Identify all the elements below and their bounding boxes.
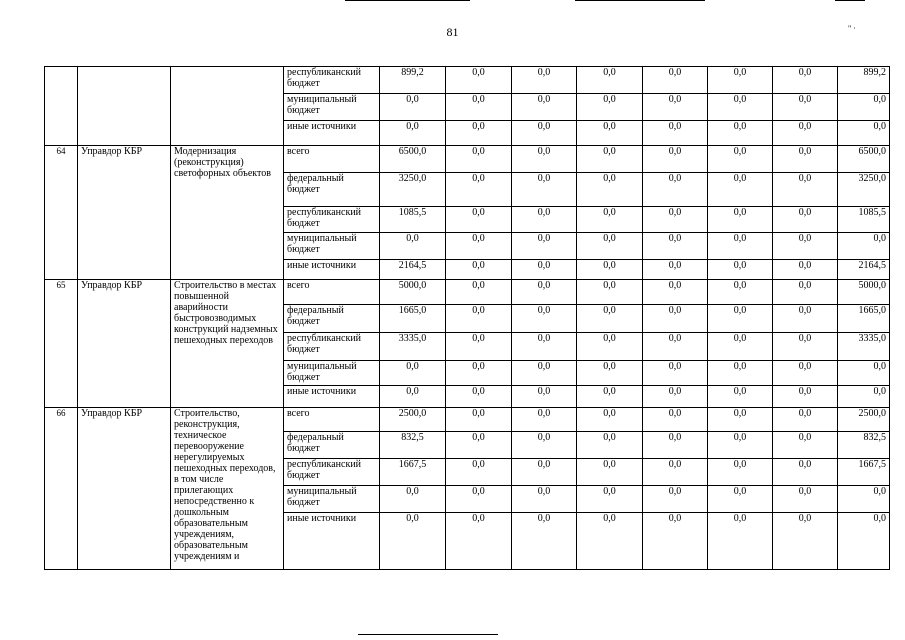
amount-cell: 0,0	[708, 486, 773, 513]
amount-cell: 0,0	[446, 513, 512, 570]
scan-top-rule-left	[345, 0, 470, 1]
total-cell: 832,5	[838, 432, 890, 459]
amount-cell: 0,0	[446, 94, 512, 121]
amount-cell: 0,0	[708, 260, 773, 280]
amount-cell: 1665,0	[380, 305, 446, 333]
amount-cell: 2500,0	[380, 408, 446, 432]
amount-cell: 0,0	[577, 408, 643, 432]
funding-source-cell: республиканский бюджет	[284, 67, 380, 94]
amount-cell: 0,0	[446, 121, 512, 146]
funding-source-cell: муниципальный бюджет	[284, 233, 380, 260]
amount-cell: 0,0	[512, 408, 577, 432]
table-row	[45, 280, 890, 305]
scan-top-rule-right	[575, 0, 705, 1]
funding-source-cell: всего	[284, 280, 380, 305]
amount-cell: 0,0	[577, 459, 643, 486]
amount-cell: 0,0	[708, 233, 773, 260]
amount-cell: 0,0	[446, 459, 512, 486]
amount-cell: 0,0	[773, 386, 838, 408]
corner-mark: " ·	[848, 24, 856, 33]
amount-cell: 0,0	[512, 305, 577, 333]
amount-cell: 2164,5	[380, 260, 446, 280]
amount-cell: 0,0	[708, 361, 773, 386]
amount-cell: 0,0	[708, 305, 773, 333]
amount-cell: 0,0	[773, 513, 838, 570]
amount-cell: 0,0	[512, 207, 577, 233]
amount-cell: 0,0	[708, 121, 773, 146]
amount-cell: 0,0	[643, 513, 708, 570]
total-cell: 2500,0	[838, 408, 890, 432]
total-cell: 0,0	[838, 94, 890, 121]
amount-cell: 0,0	[643, 121, 708, 146]
amount-cell: 0,0	[512, 173, 577, 207]
row-number-cell	[45, 67, 78, 146]
amount-cell: 0,0	[577, 333, 643, 361]
amount-cell: 0,0	[577, 207, 643, 233]
amount-cell: 0,0	[577, 386, 643, 408]
amount-cell: 0,0	[577, 305, 643, 333]
amount-cell: 0,0	[773, 121, 838, 146]
amount-cell: 0,0	[577, 361, 643, 386]
total-cell: 0,0	[838, 233, 890, 260]
amount-cell: 0,0	[512, 280, 577, 305]
budget-table-body	[45, 67, 890, 570]
amount-cell: 0,0	[512, 146, 577, 173]
amount-cell: 0,0	[773, 432, 838, 459]
scan-top-rule-corner	[835, 0, 865, 1]
total-cell: 1665,0	[838, 305, 890, 333]
amount-cell: 0,0	[708, 280, 773, 305]
row-number-cell: 65	[45, 280, 78, 408]
amount-cell: 0,0	[708, 173, 773, 207]
amount-cell: 0,0	[708, 432, 773, 459]
amount-cell: 0,0	[512, 260, 577, 280]
funding-source-cell: муниципальный бюджет	[284, 361, 380, 386]
amount-cell: 0,0	[643, 386, 708, 408]
amount-cell: 0,0	[446, 305, 512, 333]
amount-cell: 0,0	[643, 146, 708, 173]
amount-cell: 0,0	[446, 361, 512, 386]
funding-source-cell: иные источники	[284, 260, 380, 280]
executor-cell: Управдор КБР	[78, 408, 171, 570]
funding-source-cell: иные источники	[284, 513, 380, 570]
funding-source-cell: федеральный бюджет	[284, 173, 380, 207]
amount-cell: 0,0	[643, 333, 708, 361]
amount-cell: 0,0	[708, 513, 773, 570]
table-row	[45, 67, 890, 94]
amount-cell: 0,0	[577, 173, 643, 207]
amount-cell: 0,0	[446, 408, 512, 432]
funding-source-cell: муниципальный бюджет	[284, 486, 380, 513]
amount-cell: 0,0	[643, 486, 708, 513]
amount-cell: 0,0	[773, 459, 838, 486]
amount-cell: 0,0	[577, 146, 643, 173]
amount-cell: 0,0	[708, 146, 773, 173]
table-row	[45, 408, 890, 432]
total-cell: 899,2	[838, 67, 890, 94]
amount-cell: 0,0	[577, 121, 643, 146]
funding-source-cell: республиканский бюджет	[284, 333, 380, 361]
row-number-cell: 64	[45, 146, 78, 280]
amount-cell: 0,0	[446, 207, 512, 233]
funding-source-cell: республиканский бюджет	[284, 459, 380, 486]
amount-cell: 0,0	[512, 67, 577, 94]
amount-cell: 0,0	[380, 386, 446, 408]
amount-cell: 3250,0	[380, 173, 446, 207]
amount-cell: 1085,5	[380, 207, 446, 233]
amount-cell: 0,0	[773, 67, 838, 94]
amount-cell: 0,0	[773, 260, 838, 280]
total-cell: 6500,0	[838, 146, 890, 173]
amount-cell: 0,0	[512, 459, 577, 486]
amount-cell: 0,0	[577, 233, 643, 260]
amount-cell: 0,0	[380, 94, 446, 121]
amount-cell: 0,0	[643, 67, 708, 94]
amount-cell: 0,0	[446, 260, 512, 280]
amount-cell: 0,0	[708, 333, 773, 361]
amount-cell: 0,0	[773, 94, 838, 121]
amount-cell: 0,0	[512, 513, 577, 570]
total-cell: 2164,5	[838, 260, 890, 280]
funding-source-cell: иные источники	[284, 121, 380, 146]
event-cell: Строительство в местах повышенной аварийности быстровозводимых конструкций надземных пешеходных переходов	[171, 280, 284, 408]
event-cell: Модернизация (реконструкция) светофорных объектов	[171, 146, 284, 280]
amount-cell: 0,0	[773, 305, 838, 333]
event-cell: Строительство, реконструкция, техническое перевооружение нерегулируемых пешеходных переходов, в том числе прилегающих непосредственно к дошкольным образовательным учреждениям, образовательным учреждениям и	[171, 408, 284, 570]
amount-cell: 0,0	[577, 67, 643, 94]
amount-cell: 0,0	[512, 486, 577, 513]
total-cell: 0,0	[838, 513, 890, 570]
total-cell: 5000,0	[838, 280, 890, 305]
amount-cell: 0,0	[446, 333, 512, 361]
total-cell: 0,0	[838, 486, 890, 513]
amount-cell: 0,0	[380, 486, 446, 513]
funding-source-cell: всего	[284, 408, 380, 432]
amount-cell: 0,0	[577, 94, 643, 121]
amount-cell: 0,0	[577, 513, 643, 570]
amount-cell: 0,0	[380, 361, 446, 386]
amount-cell: 0,0	[380, 233, 446, 260]
total-cell: 0,0	[838, 361, 890, 386]
scan-bottom-line	[358, 634, 498, 635]
amount-cell: 0,0	[773, 333, 838, 361]
amount-cell: 0,0	[446, 67, 512, 94]
row-number-cell: 66	[45, 408, 78, 570]
amount-cell: 0,0	[773, 361, 838, 386]
amount-cell: 0,0	[512, 333, 577, 361]
amount-cell: 0,0	[577, 260, 643, 280]
amount-cell: 832,5	[380, 432, 446, 459]
amount-cell: 6500,0	[380, 146, 446, 173]
amount-cell: 0,0	[512, 121, 577, 146]
amount-cell: 0,0	[643, 94, 708, 121]
amount-cell: 0,0	[708, 408, 773, 432]
funding-source-cell: федеральный бюджет	[284, 305, 380, 333]
amount-cell: 5000,0	[380, 280, 446, 305]
amount-cell: 0,0	[643, 207, 708, 233]
amount-cell: 0,0	[643, 173, 708, 207]
total-cell: 1085,5	[838, 207, 890, 233]
amount-cell: 0,0	[577, 280, 643, 305]
amount-cell: 0,0	[446, 280, 512, 305]
total-cell: 0,0	[838, 386, 890, 408]
amount-cell: 0,0	[643, 260, 708, 280]
amount-cell: 0,0	[446, 486, 512, 513]
amount-cell: 0,0	[643, 361, 708, 386]
amount-cell: 0,0	[643, 408, 708, 432]
amount-cell: 3335,0	[380, 333, 446, 361]
amount-cell: 0,0	[577, 486, 643, 513]
total-cell: 3250,0	[838, 173, 890, 207]
executor-cell: Управдор КБР	[78, 280, 171, 408]
amount-cell: 0,0	[512, 94, 577, 121]
amount-cell: 899,2	[380, 67, 446, 94]
funding-source-cell: федеральный бюджет	[284, 432, 380, 459]
amount-cell: 0,0	[643, 280, 708, 305]
amount-cell: 0,0	[643, 459, 708, 486]
amount-cell: 0,0	[380, 121, 446, 146]
event-cell	[171, 67, 284, 146]
page-number: 81	[446, 25, 459, 39]
funding-source-cell: всего	[284, 146, 380, 173]
amount-cell: 0,0	[446, 146, 512, 173]
amount-cell: 0,0	[708, 386, 773, 408]
amount-cell: 0,0	[773, 408, 838, 432]
amount-cell: 0,0	[643, 233, 708, 260]
total-cell: 1667,5	[838, 459, 890, 486]
total-cell: 0,0	[838, 121, 890, 146]
amount-cell: 0,0	[773, 207, 838, 233]
amount-cell: 0,0	[708, 207, 773, 233]
amount-cell: 0,0	[708, 459, 773, 486]
amount-cell: 0,0	[446, 432, 512, 459]
table-row	[45, 146, 890, 173]
executor-cell: Управдор КБР	[78, 146, 171, 280]
amount-cell: 0,0	[512, 233, 577, 260]
amount-cell: 0,0	[773, 173, 838, 207]
amount-cell: 0,0	[773, 233, 838, 260]
amount-cell: 0,0	[446, 233, 512, 260]
funding-source-cell: иные источники	[284, 386, 380, 408]
funding-source-cell: муниципальный бюджет	[284, 94, 380, 121]
amount-cell: 0,0	[577, 432, 643, 459]
amount-cell: 0,0	[643, 305, 708, 333]
amount-cell: 0,0	[512, 432, 577, 459]
amount-cell: 0,0	[512, 361, 577, 386]
executor-cell	[78, 67, 171, 146]
budget-table	[44, 66, 890, 570]
amount-cell: 0,0	[773, 486, 838, 513]
amount-cell: 0,0	[512, 386, 577, 408]
amount-cell: 0,0	[446, 173, 512, 207]
amount-cell: 1667,5	[380, 459, 446, 486]
funding-source-cell: республиканский бюджет	[284, 207, 380, 233]
amount-cell: 0,0	[708, 67, 773, 94]
amount-cell: 0,0	[773, 280, 838, 305]
amount-cell: 0,0	[708, 94, 773, 121]
amount-cell: 0,0	[643, 432, 708, 459]
amount-cell: 0,0	[380, 513, 446, 570]
total-cell: 3335,0	[838, 333, 890, 361]
amount-cell: 0,0	[773, 146, 838, 173]
amount-cell: 0,0	[446, 386, 512, 408]
